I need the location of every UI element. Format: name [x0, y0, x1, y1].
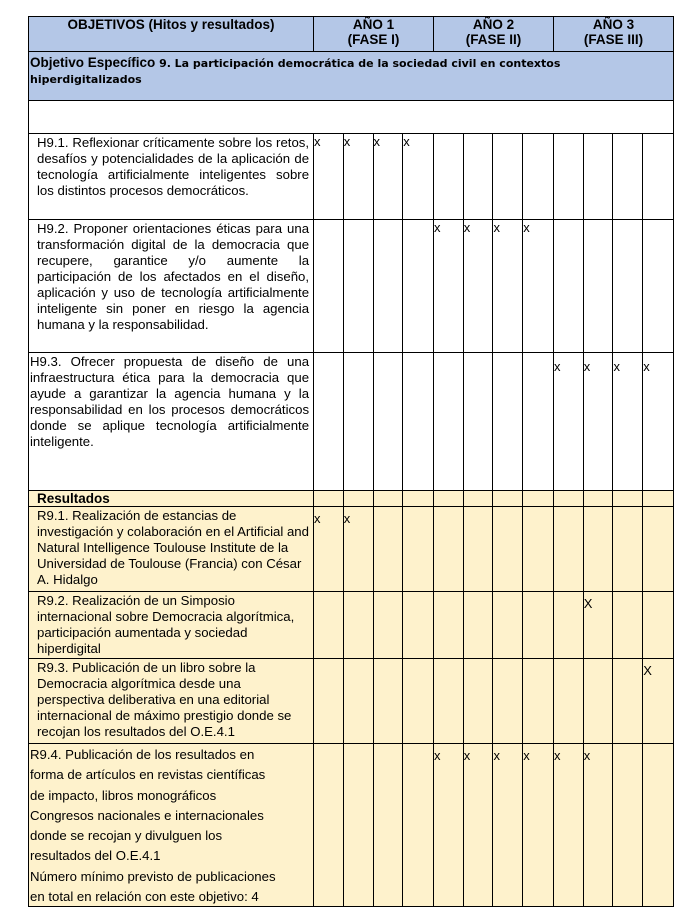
- mark-cell: x: [434, 220, 464, 353]
- resultado-line: R9.4. Publicación de los resultados en: [30, 747, 255, 762]
- mark-cell: [613, 507, 643, 592]
- mark-cell: [643, 744, 674, 907]
- mark-cell: [434, 507, 464, 592]
- header-row: [29, 17, 674, 52]
- resultado-line: Número mínimo previsto de publicaciones: [30, 868, 276, 884]
- mark-cell: X: [583, 592, 613, 659]
- mark-cell: [523, 353, 554, 491]
- mark-cell: [403, 507, 434, 592]
- resultado-line: Congresos nacionales e internacionales: [30, 807, 264, 823]
- mark-cell: x: [613, 353, 643, 491]
- mark-cell: [373, 592, 403, 659]
- mark-cell: [463, 353, 493, 491]
- mark-cell: [613, 592, 643, 659]
- mark-cell: [613, 659, 643, 744]
- mark-cell: x: [463, 220, 493, 353]
- mark-cell: [493, 592, 523, 659]
- resultado-label: [29, 744, 314, 907]
- mark-cell: [434, 592, 464, 659]
- mark-cell: x: [493, 220, 523, 353]
- resultado-row: [29, 592, 674, 659]
- mark-cell: [583, 659, 613, 744]
- mark-cell: [373, 659, 403, 744]
- mark-cell: [523, 659, 554, 744]
- hito-label: H9.2. Proponer orientaciones éticas para una transformación digital de la democracia que recupere, garantice y/o aumente la participación de los afectados en el diseño, aplicación y uso de tecnología artificialmente inteligente sin poner en riesgo la agencia humana y la responsabilidad.: [29, 220, 314, 353]
- mark-cell: [343, 220, 373, 353]
- mark-cell: x: [493, 744, 523, 907]
- mark-cell: [523, 507, 554, 592]
- mark-cell: [343, 353, 373, 491]
- mark-cell: [553, 134, 583, 220]
- resultados-header-row: [29, 491, 674, 507]
- resultado-line: en total en relación con este objetivo: 4: [30, 889, 259, 905]
- objetivos-header: OBJETIVOS (Hitos y resultados): [29, 17, 314, 52]
- mark-cell: [643, 134, 674, 220]
- mark-cell: [553, 507, 583, 592]
- mark-cell: [523, 592, 554, 659]
- mark-cell: [643, 220, 674, 353]
- mark-cell: [403, 220, 434, 353]
- mark-cell: [493, 134, 523, 220]
- mark-cell: [553, 220, 583, 353]
- mark-cell: [373, 507, 403, 592]
- mark-cell: x: [343, 507, 373, 592]
- mark-cell: [613, 220, 643, 353]
- mark-cell: [403, 353, 434, 491]
- mark-cell: [434, 353, 464, 491]
- mark-cell: [463, 134, 493, 220]
- mark-cell: x: [553, 744, 583, 907]
- mark-cell: x: [343, 134, 373, 220]
- mark-cell: [553, 659, 583, 744]
- mark-cell: x: [523, 744, 554, 907]
- mark-cell: [314, 592, 344, 659]
- mark-cell: x: [643, 353, 674, 491]
- hito-label: H9.3. Ofrecer propuesta de diseño de una infraestructura ética para la democracia que ayude a garantizar la agencia humana y la responsabilidad en los procesos democráticos donde se aplique tecnología artificialmente inteligente.: [29, 353, 314, 491]
- mark-cell: [643, 592, 674, 659]
- mark-cell: [463, 592, 493, 659]
- mark-cell: [583, 220, 613, 353]
- section-row: [29, 52, 674, 101]
- mark-cell: [343, 744, 373, 907]
- year-3-header: AÑO 3 (FASE III): [553, 17, 673, 52]
- mark-cell: x: [403, 134, 434, 220]
- mark-cell: [373, 220, 403, 353]
- resultados-heading: Resultados: [29, 491, 314, 507]
- mark-cell: [314, 744, 344, 907]
- resultado-row: [29, 659, 674, 744]
- resultado-line: donde se recojan y divulguen los: [30, 828, 223, 844]
- hito-row: [29, 134, 674, 220]
- resultado-label: R9.1. Realización de estancias de investigación y colaboración en el Artificial and Natural Intelligence Toulouse Institute de la Universidad de Toulouse (Francia) con César A. Hidalgo: [29, 507, 314, 592]
- resultado-line: resultados del O.E.4.1: [30, 848, 161, 864]
- mark-cell: x: [463, 744, 493, 907]
- mark-cell: [493, 507, 523, 592]
- mark-cell: [373, 744, 403, 907]
- mark-cell: x: [523, 220, 554, 353]
- resultado-line: de impacto, libros monográficos: [30, 787, 217, 803]
- blank-row: [29, 101, 674, 134]
- mark-cell: [553, 592, 583, 659]
- mark-cell: [434, 659, 464, 744]
- mark-cell: [403, 659, 434, 744]
- mark-cell: x: [373, 134, 403, 220]
- planning-table: [28, 16, 674, 907]
- mark-cell: x: [583, 353, 613, 491]
- resultado-row: [29, 744, 674, 907]
- mark-cell: [314, 659, 344, 744]
- hito-row: [29, 220, 674, 353]
- mark-cell: [613, 744, 643, 907]
- mark-cell: [403, 592, 434, 659]
- mark-cell: [463, 659, 493, 744]
- mark-cell: x: [583, 744, 613, 907]
- resultado-row: [29, 507, 674, 592]
- mark-cell: [583, 507, 613, 592]
- hito-label: H9.1. Reflexionar críticamente sobre los retos, desafíos y potencialidades de la aplicación de tecnología artificialmente inteligentes sobre los distintos procesos democráticos.: [29, 134, 314, 220]
- hito-row: [29, 353, 674, 491]
- mark-cell: [314, 353, 344, 491]
- mark-cell: [493, 659, 523, 744]
- mark-cell: X: [643, 659, 674, 744]
- year-1-header: AÑO 1 (FASE I): [314, 17, 434, 52]
- mark-cell: [493, 353, 523, 491]
- mark-cell: [373, 353, 403, 491]
- resultado-line: forma de artículos en revistas científicas: [30, 767, 266, 783]
- resultado-label: R9.3. Publicación de un libro sobre la Democracia algorítmica desde una perspectiva deliberativa en una editorial internacional de máximo prestigio donde se recojan los resultados del O.E.4.1: [29, 659, 314, 744]
- mark-cell: [403, 744, 434, 907]
- mark-cell: x: [553, 353, 583, 491]
- mark-cell: x: [314, 507, 344, 592]
- mark-cell: [434, 134, 464, 220]
- mark-cell: [343, 592, 373, 659]
- mark-cell: x: [314, 134, 344, 220]
- mark-cell: x: [434, 744, 464, 907]
- mark-cell: [523, 134, 554, 220]
- objetivo-especifico-cell: Objetivo Específico 9. La participación democrática de la sociedad civil en contextos hiperdigitalizados: [29, 52, 674, 101]
- mark-cell: [643, 507, 674, 592]
- mark-cell: [343, 659, 373, 744]
- mark-cell: [583, 134, 613, 220]
- resultado-label: R9.2. Realización de un Simposio internacional sobre Democracia algorítmica, participación aumentada y sociedad hiperdigital: [29, 592, 314, 659]
- year-2-header: AÑO 2 (FASE II): [434, 17, 554, 52]
- mark-cell: [613, 134, 643, 220]
- mark-cell: [314, 220, 344, 353]
- mark-cell: [463, 507, 493, 592]
